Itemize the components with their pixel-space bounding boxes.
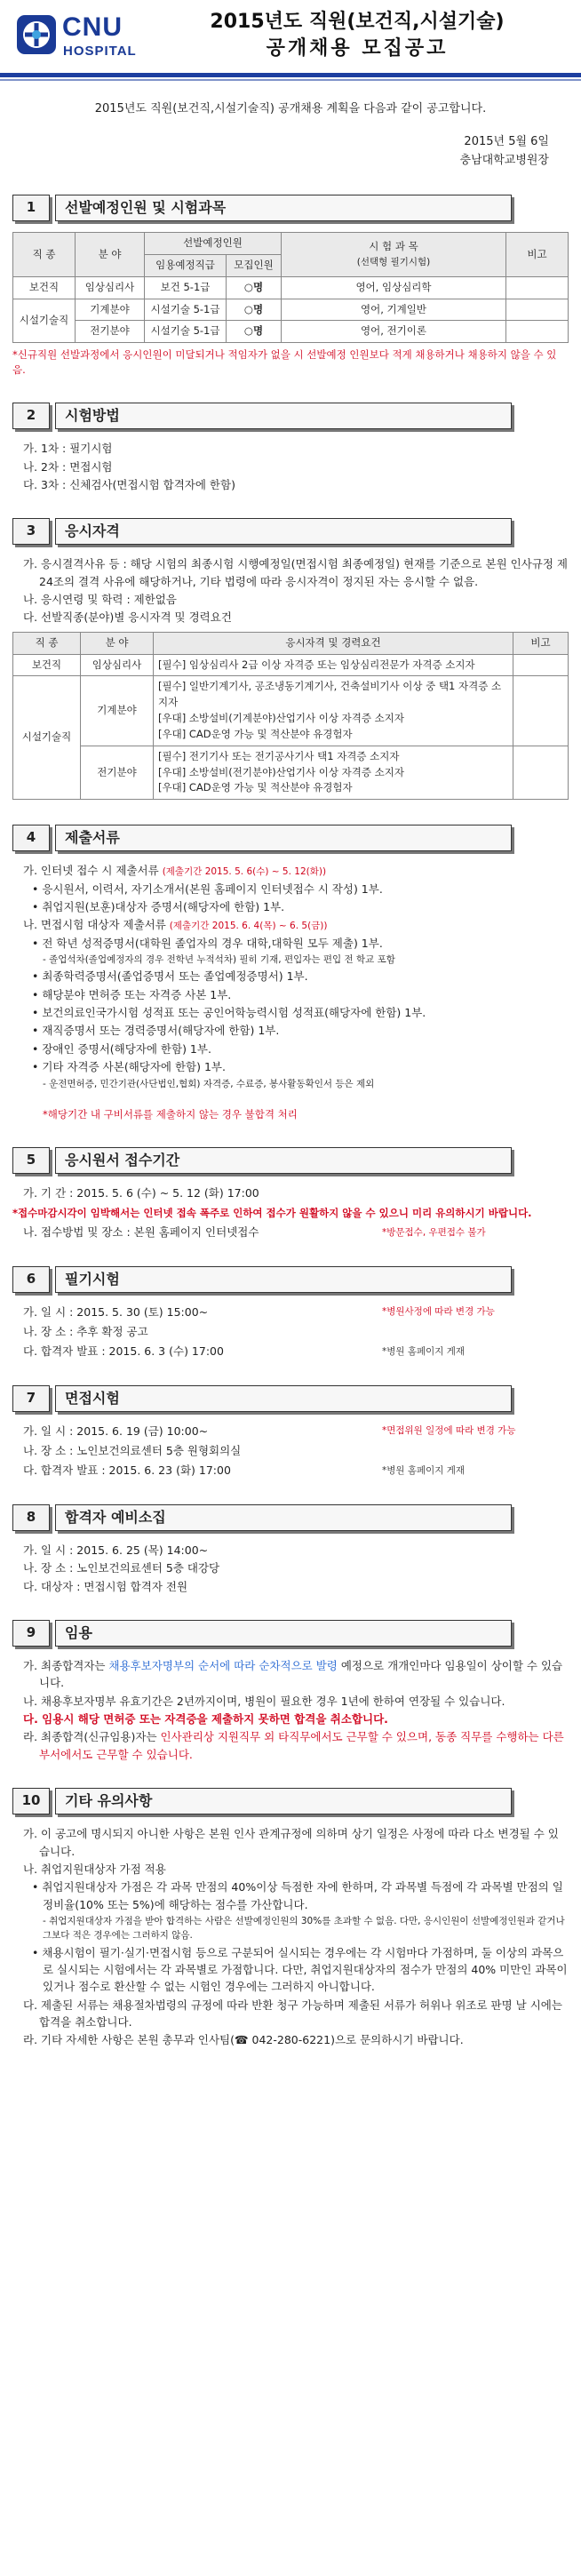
application-method-note: *방문접수, 우편접수 불가 (382, 1226, 486, 1238)
header (12, 0, 569, 73)
interview-result-note: *병원 홈페이지 게재 (382, 1464, 466, 1476)
cell-remark (513, 676, 569, 746)
section-number: 4 (12, 825, 50, 851)
cell-grade: 시설기술 5-1급 (145, 299, 227, 321)
list-item: • 채용시험이 필기·실기·면접시험 등으로 구분되어 실시되는 경우에는 각 시험마다 가점하며, 둘 이상의 과목으로 실시되는 시험에서는 각 과목별로 가점합니다. 다만, 취업지원대상자의 점수가 만점의 40% 미만인 과목이 있거나 점수로 환산할 수 없는 시험인 경우에는 그러하지 아니합니다. (32, 1945, 568, 1994)
list-item: • 최종학력증명서(졸업증명서 또는 졸업예정증명서) 1부. (32, 969, 308, 984)
written-exam-date: 가. 일 시 : 2015. 5. 30 (토) 15:00~ (23, 1304, 209, 1319)
list-item: 라. 기타 자세한 사항은 본원 총무과 인사팀(☎ 042-280-6221)으로 문의하시기 바랍니다. (23, 2033, 464, 2047)
list-item: 나. 취업지원대상자 가점 적용 (23, 1862, 166, 1876)
section-number: 3 (12, 518, 50, 545)
section-title: 기타 유의사항 (55, 1788, 512, 1814)
cell-field: 임상심리사 (81, 654, 154, 676)
cell-field: 기계분야 (81, 676, 154, 746)
section-4-header (12, 823, 569, 851)
cell-remark (513, 654, 569, 676)
selection-note: *신규직원 선발과정에서 응시인원이 미달되거나 적임자가 없을 시 선발예정 인원보다 적게 채용하거나 채용하지 않을 수 있음. (12, 348, 557, 377)
interview-docs-title: 나. 면접시험 대상자 제출서류 (23, 918, 166, 932)
list-item: • 기타 자격증 사본(해당자에 한함) 1부. (32, 1060, 226, 1074)
cell-field: 임상심리사 (76, 276, 145, 299)
section-title: 시험방법 (55, 403, 512, 429)
list-item: 다. 제출된 서류는 채용절차법령의 규정에 따라 반환 청구 가능하며 제출된 서류가 허위나 위조로 판명 날 시에는 합격을 취소합니다. (23, 1998, 562, 2030)
list-item: 나. 채용후보자명부 유효기간은 2년까지이며, 병원이 필요한 경우 1년에 한하여 연장될 수 있습니다. (23, 1694, 505, 1708)
online-docs-period: (제출기간 2015. 5. 6(수) ~ 5. 12(화)) (162, 866, 327, 878)
appointment-order-highlight: 채용후보자명부의 순서에 따라 순차적으로 발령 (108, 1658, 338, 1672)
job-rotation-highlight: 인사관리상 지원직무 외 타직무에서도 근무할 수 있으며, 동종 직무를 수행하는 다른 부서에서도 근무할 수 있습니다. (39, 1730, 564, 1761)
list-item: - 취업지원대상자 가점을 받아 합격하는 사람은 선발예정인원의 30%를 초과할 수 없음. 다만, 응시인원이 선발예정인원과 같거나 그보다 적은 경우에는 그러하지 않음. (43, 1916, 565, 1942)
cell-remark (506, 276, 569, 299)
section-title: 필기시험 (55, 1266, 512, 1293)
list-item: • 장애인 증명서(해당자에 한함) 1부. (32, 1041, 211, 1056)
requirement-line: [필수] 임상심리사 2급 이상 자격증 또는 임상심리전문가 자격증 소지자 (158, 658, 475, 671)
deadline-warning: *접수마감시각이 임박해서는 인터넷 접속 폭주로 인하여 접수가 원활하지 않을 수 있으니 미리 유의하시기 바랍니다. (12, 1207, 532, 1220)
interview-place: 나. 장 소 : 노인보건의료센터 5층 원형회의실 (23, 1444, 242, 1458)
cell-remark (506, 299, 569, 321)
list-item: 가. 1차 : 필기시험 (23, 442, 113, 456)
section-number: 2 (12, 403, 50, 429)
col-grade: 임용예정직급 (145, 254, 227, 276)
col-job: 직 종 (13, 632, 81, 654)
list-item: 가. 기 간 : 2015. 5. 6 (수) ~ 5. 12 (화) 17:00 (23, 1185, 259, 1200)
section-title: 선발예정인원 및 시험과목 (55, 195, 512, 221)
requirement-line: [우대] CAD운영 가능 및 적산분야 유경험자 (158, 727, 353, 740)
requirement-line: [우대] CAD운영 가능 및 적산분야 유경험자 (158, 781, 353, 794)
section-number: 7 (12, 1385, 50, 1412)
table-row (13, 321, 569, 343)
requirement-line: [필수] 일반기계기사, 공조냉동기계기사, 건축설비기사 이상 중 택1 자격증 소지자 (158, 680, 502, 709)
table-row (13, 654, 569, 676)
cell-field: 전기분야 (76, 321, 145, 343)
section-title: 제출서류 (55, 825, 512, 851)
cell-job: 보건직 (13, 276, 76, 299)
cell-grade: 보건 5-1급 (145, 276, 227, 299)
notice-issuer: 충남대학교병원장 (459, 154, 549, 168)
col-subject (282, 233, 506, 277)
list-item: • 응시원서, 이력서, 자기소개서(본원 홈페이지 인터넷접수 시 작성) 1부. (32, 881, 383, 896)
list-item (12, 1343, 569, 1360)
list-item: • 취업지원대상자 가점은 각 과목 만점의 40%이상 득점한 자에 한하며, 각 과목별 득점에 각 과목별 만점의 일정비율(10% 또는 5%)에 해당하는 점수를 가산합니다. (32, 1880, 563, 1911)
section-title: 면접시험 (55, 1385, 512, 1412)
col-field: 분 야 (81, 632, 154, 654)
list-item: 나. 장 소 : 노인보건의료센터 5층 대강당 (23, 1561, 220, 1575)
list-item (12, 1442, 569, 1459)
section-number: 6 (12, 1266, 50, 1293)
list-item: 가. 응시결격사유 등 : 해당 시험의 최종시험 시행예정일(면접시험 최종예정일) 현재를 기준으로 본원 인사규정 제24조의 결격 사유에 해당하거나, 기타 법령에 따라 응시자격이 정지된 자는 응시할 수 없음. (23, 557, 568, 588)
cell-field: 기계분야 (76, 299, 145, 321)
section-number: 8 (12, 1504, 50, 1531)
list-item: 다. 선발직종(분야)별 응시자격 및 경력요건 (23, 610, 232, 625)
cell-field: 전기분야 (81, 746, 154, 799)
requirement-line: [우대] 소방설비(전기분야)산업기사 이상 자격증 소지자 (158, 765, 404, 778)
list-item: • 취업지원(보훈)대상자 증명서(해당자에 한함) 1부. (32, 899, 285, 913)
cell-job: 시설기술직 (13, 676, 81, 800)
title-line-1: 2015년도 직원(보건직,시설기술) (210, 11, 505, 33)
col-requirement: 응시자격 및 경력요건 (154, 632, 513, 654)
section-number: 5 (12, 1147, 50, 1174)
cnu-emblem-icon (16, 14, 57, 55)
list-item: - 졸업석차(졸업예정자의 경우 전학년 누적석차) 필히 기재, 편입자는 편입 전 학교 포함 (43, 954, 395, 966)
list-item: 다. 3차 : 신체검사(면접시험 합격자에 한함) (23, 477, 235, 491)
list-item: 다. 임용시 해당 면허증 또는 자격증을 제출하지 못하면 합격을 취소합니다. (23, 1712, 388, 1727)
section-title: 임용 (55, 1620, 512, 1647)
list-item: 가. 이 공고에 명시되지 아니한 사항은 본원 인사 관계규정에 의하며 상기 일정은 사정에 따라 다소 변경될 수 있습니다. (23, 1827, 559, 1858)
selection-table (12, 232, 569, 343)
col-field: 분 야 (76, 233, 145, 277)
cell-count: ○명 (227, 299, 282, 321)
section-title: 응시자격 (55, 518, 512, 545)
header-divider (0, 73, 581, 77)
list-item: 가. 일 시 : 2015. 6. 25 (목) 14:00~ (23, 1543, 209, 1557)
written-exam-place: 나. 장 소 : 추후 확정 공고 (23, 1324, 148, 1338)
section-number: 9 (12, 1620, 50, 1647)
list-item (12, 916, 569, 933)
table-row (13, 676, 569, 746)
requirement-line: [우대] 소방설비(기계분야)산업기사 이상 자격증 소지자 (158, 712, 404, 725)
cell-subject: 영어, 전기이론 (282, 321, 506, 343)
list-item: • 재직증명서 또는 경력증명서(해당자에 한함) 1부. (32, 1024, 280, 1038)
section-number: 1 (12, 195, 50, 221)
col-plan: 선발예정인원 (145, 233, 282, 255)
table-row (13, 299, 569, 321)
logo-text-sub: HOSPITAL (63, 44, 137, 59)
cell-requirement (154, 676, 513, 746)
list-item (12, 1462, 569, 1479)
list-item: • 해당분야 면허증 또는 자격증 사본 1부. (32, 987, 232, 1001)
section-title: 응시원서 접수기간 (55, 1147, 512, 1174)
header-divider-thin (0, 79, 581, 81)
subject-label: 시 험 과 목 (369, 240, 418, 253)
cell-job: 시설기술직 (13, 299, 76, 343)
notice-date: 2015년 5월 6일 (464, 135, 549, 149)
list-item: 나. 2차 : 면접시험 (23, 459, 113, 474)
cell-remark (506, 321, 569, 343)
qualification-table (12, 632, 569, 800)
interview-result: 다. 합격자 발표 : 2015. 6. 23 (화) 17:00 (23, 1463, 231, 1478)
cell-remark (513, 746, 569, 799)
col-job: 직 종 (13, 233, 76, 277)
interview-date: 가. 일 시 : 2015. 6. 19 (금) 10:00~ (23, 1424, 209, 1438)
list-item: 나. 응시연령 및 학력 : 제한없음 (23, 593, 177, 607)
section-8-header (12, 1503, 569, 1531)
list-item (12, 1423, 569, 1440)
cell-requirement (154, 746, 513, 799)
section-number: 10 (12, 1788, 50, 1814)
cell-count: ○명 (227, 276, 282, 299)
cell-count: ○명 (227, 321, 282, 343)
written-exam-result-note: *병원 홈페이지 게재 (382, 1345, 466, 1357)
interview-date-note: *면접위원 일정에 따라 변경 가능 (382, 1425, 516, 1437)
section-9-header (12, 1618, 569, 1647)
date-issuer (12, 132, 569, 170)
list-item: - 운전면허증, 민간기관(사단법인,협회) 자격증, 수료증, 봉사활동확인서 등은 제외 (43, 1078, 375, 1089)
table-row (13, 276, 569, 299)
section-6-header (12, 1264, 569, 1293)
table-row (13, 746, 569, 799)
section-2-header (12, 401, 569, 429)
section-5-header (12, 1145, 569, 1174)
notice-title (146, 9, 569, 62)
list-item: • 전 학년 성적증명서(대학원 졸업자의 경우 대학,대학원 모두 제출) 1부. (32, 936, 383, 950)
cell-grade: 시설기술 5-1급 (145, 321, 227, 343)
docs-note: *해당기간 내 구비서류를 제출하지 않는 경우 불합격 처리 (43, 1107, 298, 1121)
cell-subject: 영어, 기계일반 (282, 299, 506, 321)
online-docs-title: 가. 인터넷 접수 시 제출서류 (23, 864, 159, 878)
subject-sub-label: (선택형 필기시험) (356, 257, 431, 268)
application-method: 나. 접수방법 및 장소 : 본원 홈페이지 인터넷접수 (23, 1225, 259, 1240)
section-title: 합격자 예비소집 (55, 1504, 512, 1531)
section-1-header (12, 193, 569, 221)
section-7-header (12, 1384, 569, 1412)
intro-text: 2015년도 직원(보건직,시설기술직) 공개채용 계획을 다음과 같이 공고합니다. (94, 102, 487, 116)
phone-icon-number[interactable]: ☎ 042-280-6221 (234, 2033, 331, 2047)
cell-requirement (154, 654, 513, 676)
list-item: 가. 최종합격자는 채용후보자명부의 순서에 따라 순차적으로 발령 예정으로 개개인마다 임용일이 상이할 수 있습니다. (23, 1658, 563, 1690)
logo-text-main: CNU (62, 12, 123, 42)
col-count: 모집인원 (227, 254, 282, 276)
written-exam-result: 다. 합격자 발표 : 2015. 6. 3 (수) 17:00 (23, 1344, 224, 1359)
list-item: • 보건의료인국가시험 성적표 또는 공인어학능력시험 성적표(해당자에 한함) 1부. (32, 1006, 426, 1020)
cnu-hospital-logo (16, 9, 149, 62)
cell-subject: 영어, 임상심리학 (282, 276, 506, 299)
list-item: 다. 대상자 : 면접시험 합격자 전원 (23, 1579, 188, 1593)
interview-docs-period: (제출기간 2015. 6. 4(목) ~ 6. 5(금)) (169, 921, 328, 932)
list-item (12, 1323, 569, 1340)
section-10-header (12, 1786, 569, 1814)
title-line-2: 공개채용 모집공고 (266, 37, 449, 60)
list-item (12, 1304, 569, 1320)
list-item: 라. 최종합격(신규임용)자는 인사관리상 지원직무 외 타직무에서도 근무할 수 있으며, 동종 직무를 수행하는 다른 부서에서도 근무할 수 있습니다. (23, 1730, 564, 1761)
col-remark: 비고 (506, 233, 569, 277)
list-item (12, 1224, 569, 1240)
requirement-line: [필수] 전기기사 또는 전기공사기사 택1 자격증 소지자 (158, 749, 400, 762)
col-remark: 비고 (513, 632, 569, 654)
cell-job: 보건직 (13, 654, 81, 676)
written-exam-date-note: *병원사정에 따라 변경 가능 (382, 1306, 495, 1318)
section-3-header (12, 516, 569, 545)
list-item (12, 862, 569, 879)
